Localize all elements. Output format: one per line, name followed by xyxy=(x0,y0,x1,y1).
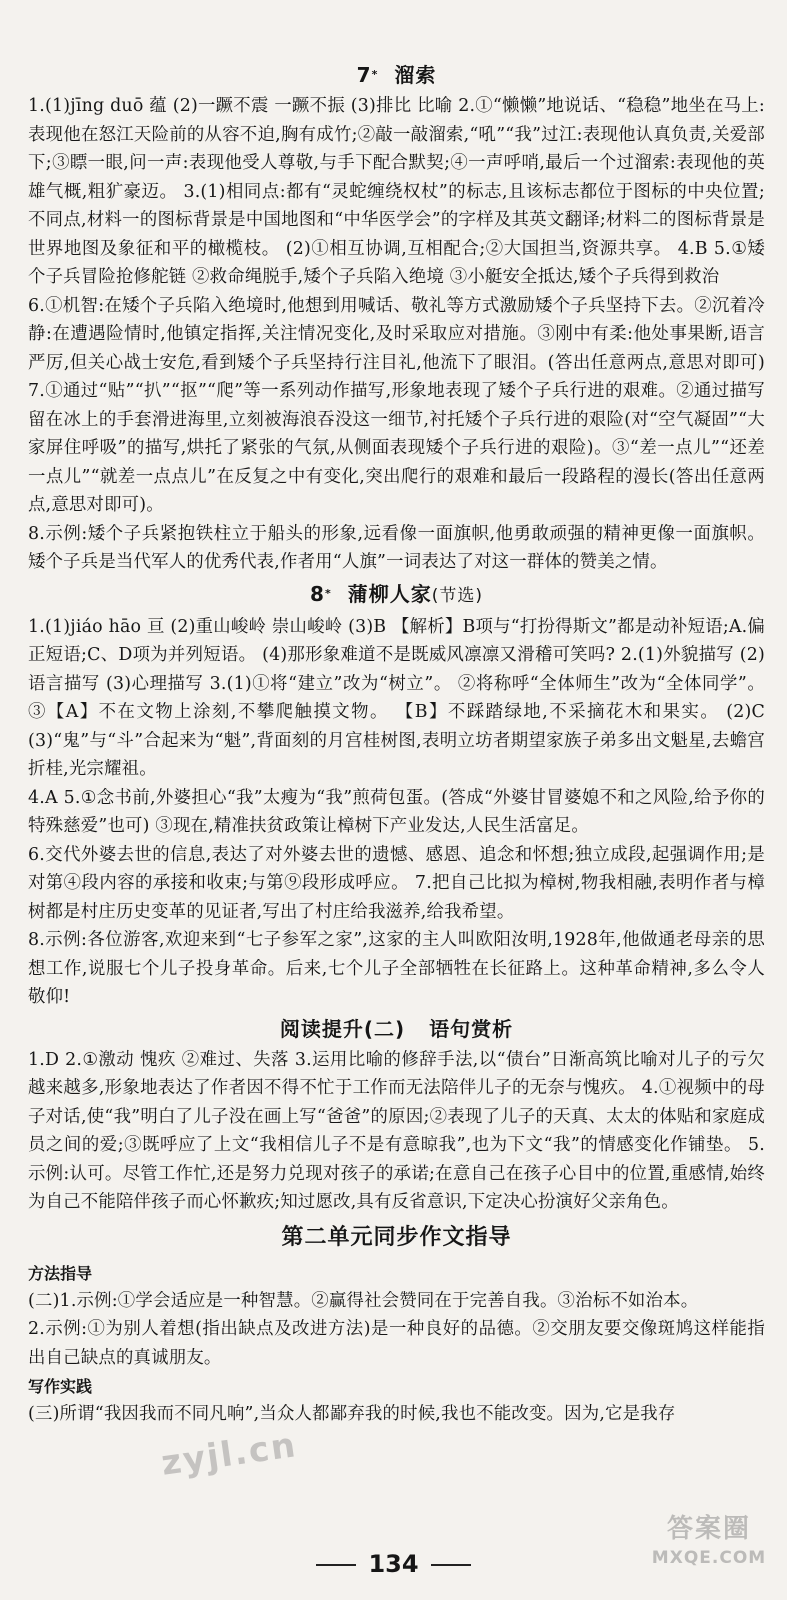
section-8-paragraph: 1.(1)jiáo hāo 亘 (2)重山峻岭 崇山峻岭 (3)B 【解析】B项与“打扮得斯文”都是动补短语;A.偏正短语;C、D项为并列短语。 (4)那形象难道不是既威风凛凛又滑稽可笑吗? 2.(1)外貌描写 (2)语言描写 (3)心理描写 3.(1)①将“建立”改为“树立”。 ②将称呼“全体师生”改为“全体同学”。 ③【A】不在文物上涂刻,不攀爬触摸文物。 【B】不踩踏绿地,不采摘花木和果实。 (2)C (3)“鬼”与“斗”合起来为“魁”,背面刻的月宫桂树图,表明立坊者期望家族子弟多出文魁星,去蟾宫折桂,光宗耀祖。 xyxy=(28,616,765,779)
reading-title-text: 阅读提升(二) xyxy=(279,1016,406,1041)
section-8-paragraph: 4.A 5.①念书前,外婆担心“我”太瘦为“我”煎荷包蛋。(答成“外婆甘冒婆媳不和之风险,给予你的特殊慈爱”也可) ③现在,精准扶贫政策让樟树下产业发达,人民生活富足。 xyxy=(28,787,765,836)
practice-paragraph: (三)所谓“我因我而不同凡响”,当众人都鄙弃我的时候,我也不能改变。因为,它是我存 xyxy=(28,1404,676,1424)
section-8-subtitle: (节选) xyxy=(431,585,483,606)
watermark-right-top: 答案圈 xyxy=(666,1514,751,1544)
section-7-number: 7 xyxy=(356,63,372,87)
page-number-text: 134 xyxy=(368,1550,419,1578)
section-7-paragraph: 8.示例:矮个子兵紧抱铁柱立于船头的形象,远看像一面旗帜,他勇敢顽强的精神更像一面旗帜。矮个子兵是当代军人的优秀代表,作者用“人旗”一词表达了对这一群体的赞美之情。 xyxy=(28,523,765,572)
watermark-left-logo: zyjl.cn xyxy=(158,1425,300,1484)
section-7-title-text: 溜索 xyxy=(394,63,437,87)
writing-title: 第二单元同步作文指导 xyxy=(281,1224,512,1250)
section-8-paragraph: 8.示例:各位游客,欢迎来到“七子参军之家”,这家的主人叫欧阳汝明,1928年,他做通老母亲的思想工作,说服七个儿子投身革命。后来,七个儿子全部牺牲在长征路上。这种革命精神,多么令人敬仰! xyxy=(28,930,765,1007)
reading-title xyxy=(28,1014,765,1044)
method-paragraph: (二)1.示例:①学会适应是一种智慧。②赢得社会赞同在于完善自我。③治标不如治本。 xyxy=(28,1290,699,1311)
section-8-number: 8 xyxy=(310,581,325,606)
section-7-paragraph: 6.①机智:在矮个子兵陷入绝境时,他想到用喊话、敬礼等方式激励矮个子兵坚持下去。②沉着冷静:在遭遇险情时,他镇定指挥,关注情况变化,及时采取应对措施。③刚中有柔:他处事果断,语言严厉,但关心战士安危,看到矮个子兵坚持行注目礼,他流下了眼泪。(答出任意两点,意思对即可) 7.①通过“贴”“扒”“抠”“爬”等一系列动作描写,形象地表现了矮个子兵行进的艰难。②通过描写留在冰上的手套滑进海里,立刻被海浪吞没这一细节,衬托矮个子兵行进的艰险(对“空气凝固”“大家屏住呼吸”的描写,烘托了紧张的气氛,从侧面表现矮个子兵行进的艰险)。③“差一点儿”“还差一点儿”“就差一点点儿”在反复之中有变化,突出爬行的艰难和最后一段路程的漫长(答出任意两点,意思对即可)。 xyxy=(28,295,765,515)
page-number-left-dash xyxy=(316,1564,356,1566)
section-8-title-text: 蒲柳人家 xyxy=(347,581,432,606)
page-number-right-dash xyxy=(431,1564,471,1566)
watermark-right-logo xyxy=(649,1512,769,1588)
section-7-paragraph: 1.(1)jīng duō 蕴 (2)一蹶不震 一蹶不振 (3)排比 比喻 2.①“懒懒”地说话、“稳稳”地坐在马上:表现他在怒江天险前的从容不迫,胸有成竹;②敲一敲溜索,“吼”“我”过江:表现他认真负责,关爱部下;③瞟一眼,问一声:表现他受人尊敬,与手下配合默契;④一声呼哨,最后一个过溜索:表现他的英雄气概,粗犷豪迈。 3.(1)相同点:都有“灵蛇缠绕权杖”的标志,且该标志都位于图标的中央位置;不同点,材料一的图标背景是中国地图和“中华医学会”的字样及其英文翻译;材料二的图标背景是世界地图及象征和平的橄榄枝。 (2)①相互协调,互相配合;②大国担当,资源共享。 4.B 5.①矮个子兵冒险抢修舵链 ②救命绳脱手,矮个子兵陷入绝境 ③小艇安全抵达,矮个子兵得到救治 xyxy=(28,96,765,287)
method-paragraph: 2.示例:①为别人着想(指出缺点及改进方法)是一种良好的品德。②交朋友要交像斑鸠这样能指出自己缺点的真诚朋友。 xyxy=(28,1319,765,1368)
section-8-title xyxy=(28,579,765,611)
section-8-mark: * xyxy=(324,586,332,600)
section-7-title xyxy=(28,60,765,90)
section-7-mark: * xyxy=(371,68,379,81)
reading-paragraph: 1.D 2.①激动 愧疚 ②难过、失落 3.运用比喻的修辞手法,以“债台”日渐高筑比喻对儿子的亏欠越来越多,形象地表达了作者因不得不忙于工作而无法陪伴儿子的无奈与愧疚。 4.①视频中的母子对话,使“我”明白了儿子没在画上写“爸爸”的原因;②表现了儿子的天真、太太的体贴和家庭成员之间的爱;③既呼应了上文“我相信儿子不是有意晾我”,也为下文“我”的情感变化作铺垫。 5.示例:认可。尽管工作忙,还是努力兑现对孩子的承诺;在意自己在孩子心目中的位置,重感情,始终为自己不能陪伴孩子而心怀歉疚;知过愿改,具有反省意识,下定决心扮演好父亲角色。 xyxy=(28,1049,765,1212)
section-8-paragraph: 6.交代外婆去世的信息,表达了对外婆去世的遗憾、感恩、追念和怀想;独立成段,起强调作用;是对第④段内容的承接和收束;与第⑨段形成呼应。 7.把自己比拟为樟树,物我相融,表明作者与樟树都是村庄历史变革的见证者,写出了村庄给我滋养,给我希望。 xyxy=(28,844,765,922)
reading-subtitle: 语句赏析 xyxy=(429,1016,514,1041)
method-label: 方法指导 xyxy=(28,1263,93,1283)
watermark-right-bottom: MXQE.COM xyxy=(651,1548,767,1568)
practice-label: 写作实践 xyxy=(28,1377,93,1396)
